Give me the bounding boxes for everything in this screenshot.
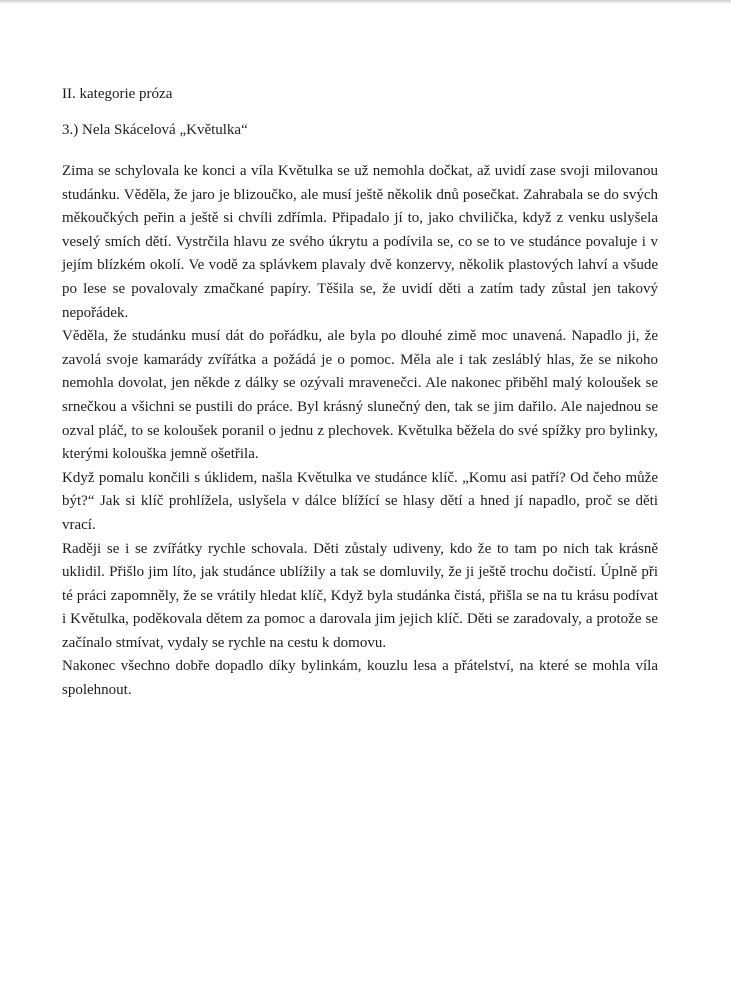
paragraph: Věděla, že studánku musí dát do pořádku, ale byla po dlouhé zimě moc unavená. Napadlo ji, že zavolá svoje kamarády zvířátka a požádá je o pomoc. Měla ale i tak zesláblý hlas, že se nikoho nemohla dovolat, jen někde z dálky se ozývali mravenečci. Ale nakonec přiběhl malý koloušek se srnečkou a všichni se pustili do práce. Byl krásný slunečný den, tak se jim dařilo. Ale najednou se ozval pláč, to se koloušek poranil o jednu z plechovek. Květulka běžela do své spížky pro bylinky, kterými kolouška jemně ošetřila.	[62, 328, 658, 463]
story-body	[62, 160, 658, 703]
paragraph: Raději se i se zvířátky rychle schovala. Děti zůstaly udiveny, kdo že to tam po nich tak krásně uklidil. Přišlo jim líto, jak studánce ublížily a tak se domluvily, že ji ještě trochu dočistí. Úplně při té práci zapomněly, že se vrátily hledat klíč, Když byla studánka čistá, přišla se na tu krásu podívat i Květulka, poděkovala dětem za pomoc a darovala jim jejich klíč. Děti se zaradovaly, a protože se začínalo stmívat, vydaly se rychle na cestu k domovu.	[62, 540, 658, 651]
scan-edge	[0, 0, 731, 4]
story-title: 3.) Nela Skácelová „Květulka“	[62, 122, 248, 138]
category-heading: II. kategorie próza	[62, 86, 173, 102]
paragraph: Nakonec všechno dobře dopadlo díky bylinkám, kouzlu lesa a přátelství, na které se mohla víla spolehnout.	[62, 658, 658, 699]
document-page	[62, 84, 658, 703]
paragraph: Zima se schylovala ke konci a víla Květulka se už nemohla dočkat, až uvidí zase svoji milovanou studánku. Věděla, že jaro je blizoučko, ale musí ještě několik dnů posečkat. Zahrabala se do svých měkoučkých peřin a ještě si chvíli zdřímla. Připadalo jí to, jako chvilička, když z venku uslyšela veselý smích dětí. Vystrčila hlavu ze svého úkrytu a podívila se, co se to ve studánce povaluje i v jejím blízkém okolí. Ve vodě za splávkem plavaly dvě konzervy, několik plastových lahví a všude po lese se povalovaly zmačkané papíry. Těšila se, že uvidí děti a zatím tady zůstal jen takový nepořádek.	[62, 163, 658, 321]
paragraph: Když pomalu končili s úklidem, našla Květulka ve studánce klíč. „Komu asi patří? Od čeho může být?“ Jak si klíč prohlížela, uslyšela v dálce blížící se hlasy dětí a hned jí napadlo, proč se děti vrací.	[62, 469, 658, 533]
